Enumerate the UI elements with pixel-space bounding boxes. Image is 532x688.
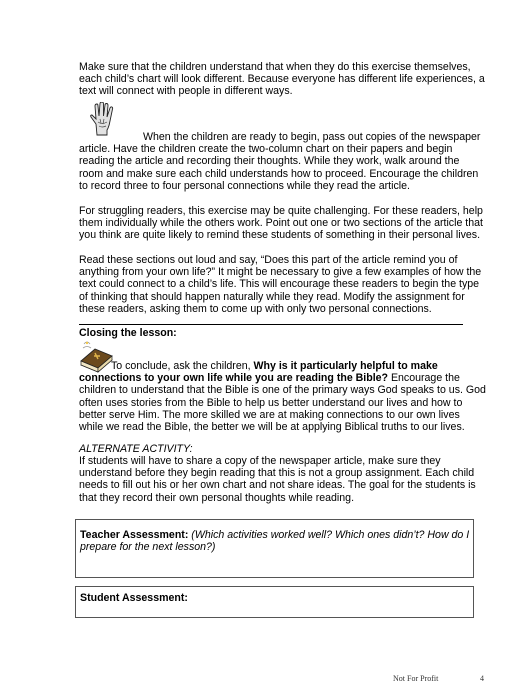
alternate-activity-heading: ALTERNATE ACTIVITY:: [79, 443, 193, 455]
paragraph-read-aloud: Read these sections out loud and say, “Does this part of the article remind you of anything from your own life?” It might be necessary to give a few examples of how the text could connect to a child’s life. This will encourage these readers to begin the type of thinking that should happen naturally while they read. Modify the assignment for these readers, asking them to come up with only two personal connections.: [79, 254, 482, 315]
paragraph-alternate-activity: If students will have to share a copy of the newspaper article, make sure they understand before they begin reading that this is not a group assignment. Each child needs to fill out his or her own chart and not share ideas. The goal for the students is that they record their own personal thoughts while reading.: [79, 455, 476, 504]
paragraph-closing: To conclude, ask the children, Why is it particularly helpful to make connections to your own life while you are reading the Bible? Encourage the children to understand that the Bible is one of the primary ways God speaks to us. God often uses stories from the Bible to help us better understand our lives and how to better serve Him. The more skilled we are at making connections to our own lives while we read the Bible, the better we will be at applying Biblical truths to our lives.: [79, 360, 486, 434]
closing-question: Why is it particularly helpful to make connections to your own life while you are reading the Bible?: [79, 360, 438, 385]
closing-heading: Closing the lesson:: [79, 327, 177, 339]
paragraph-begin-activity: When the children are ready to begin, pass out copies of the newspaper article. Have the children create the two-column chart on their papers and begin reading the article and recording their thoughts. While they work, walk around the room and make sure each child understands how to proceed. Encourage the children to record three to four personal connections while they read the article.: [79, 131, 481, 192]
student-assessment-label: Student Assessment:: [80, 592, 188, 604]
footer-text: Not For Profit: [393, 674, 439, 683]
teacher-assessment-label: Teacher Assessment:: [80, 529, 189, 541]
section-divider: [79, 324, 463, 325]
student-assessment-box[interactable]: [75, 586, 474, 618]
paragraph-chart-differences: Make sure that the children understand that when they do this exercise themselves, each child’s chart will look different. Because everyone has different life experiences, a text will connect with people in different ways.: [79, 61, 485, 98]
paragraph-struggling-readers: For struggling readers, this exercise may be quite challenging. For these readers, help them individually while the others work. Point out one or two sections of the article that you think are quite likely to remind these students of something in their personal lives.: [79, 205, 483, 242]
teacher-assessment-question: (Which activities worked well? Which ones didn’t? How do I prepare for the next lesson?): [80, 529, 470, 554]
teacher-assessment-box[interactable]: [75, 519, 474, 578]
page-number: 4: [480, 674, 484, 683]
